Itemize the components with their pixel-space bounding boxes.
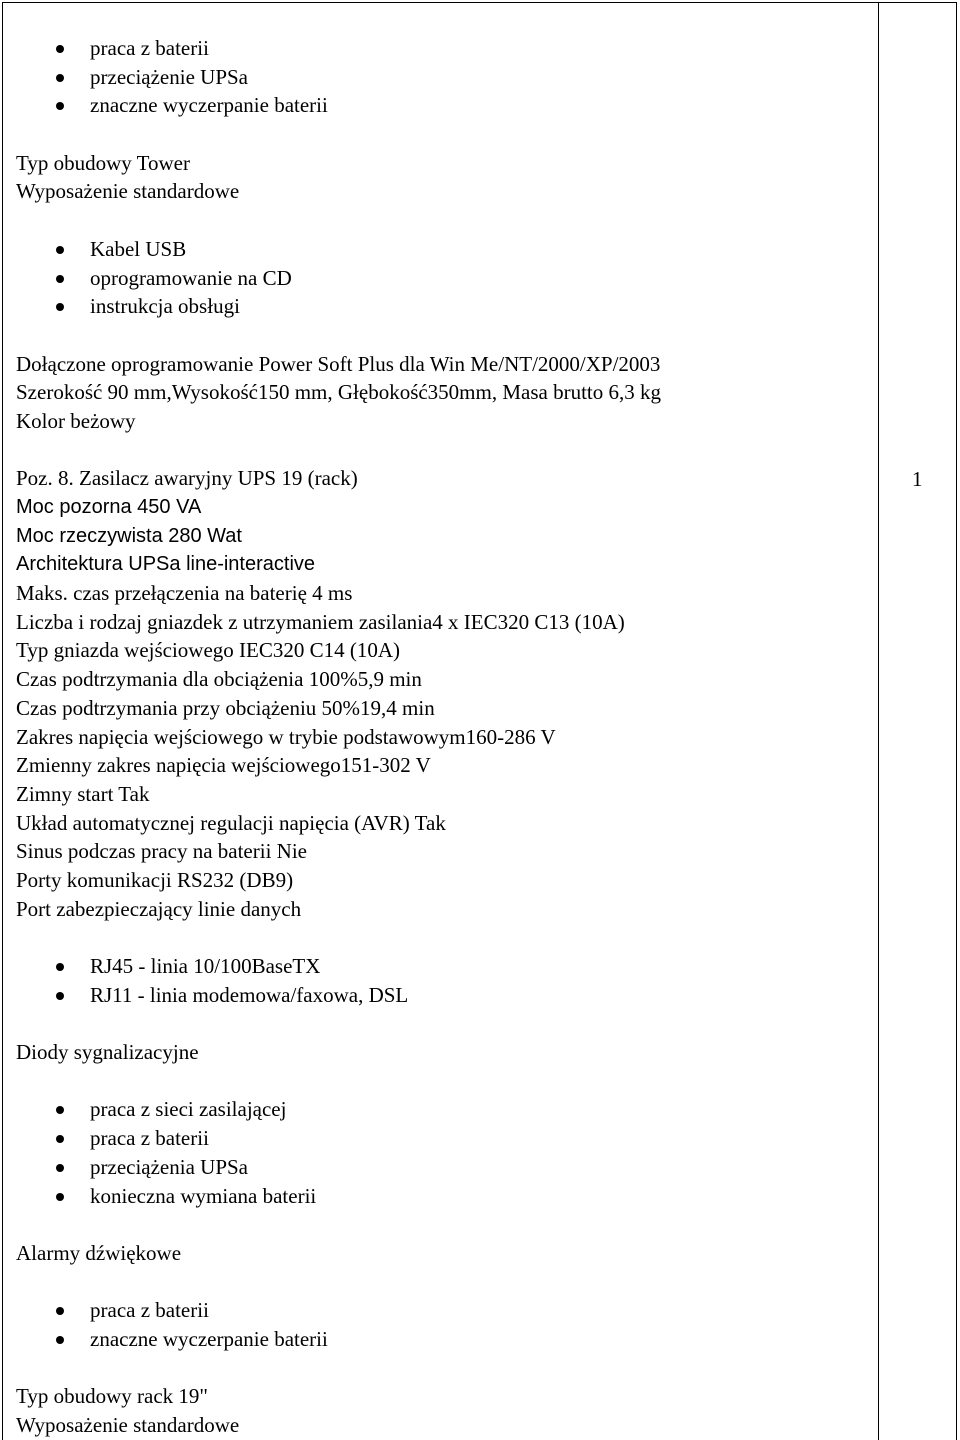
bullet-list-item: praca z baterii bbox=[16, 1296, 871, 1325]
bullet-list-item: znaczne wyczerpanie baterii bbox=[16, 1325, 871, 1354]
spec-line: Moc rzeczywista 280 Wat bbox=[16, 524, 242, 547]
spec-line: Kolor beżowy bbox=[16, 408, 136, 433]
table-border-right bbox=[956, 2, 957, 1440]
spec-line: Architektura UPSa line-interactive bbox=[16, 553, 316, 576]
bullet-list-item: znaczne wyczerpanie baterii bbox=[16, 91, 871, 120]
bullet-list-item: przeciążenie UPSa bbox=[16, 63, 871, 92]
bullet-list-item: instrukcja obsługi bbox=[16, 292, 871, 321]
spec-line: Moc pozorna 450 VA bbox=[16, 496, 202, 518]
quantity-value: 1 bbox=[912, 467, 923, 491]
spec-line: Maks. czas przełączenia na baterię 4 ms bbox=[16, 581, 353, 606]
blank-line bbox=[16, 923, 871, 952]
blank-line bbox=[16, 206, 871, 235]
spec-line: Zmienny zakres napięcia wejściowego151-302 V bbox=[16, 753, 431, 778]
bullet-list-item: konieczna wymiana baterii bbox=[16, 1182, 871, 1211]
spec-line: Szerokość 90 mm,Wysokość150 mm, Głębokość350mm, Masa brutto 6,3 kg bbox=[16, 380, 662, 405]
spec-line: Port zabezpieczający linie danych bbox=[16, 896, 302, 921]
bullet-list-item: RJ45 - linia 10/100BaseTX bbox=[16, 952, 871, 981]
spec-line: Zimny start Tak bbox=[16, 781, 150, 806]
blank-line bbox=[16, 1009, 871, 1038]
bullet-list-item: oprogramowanie na CD bbox=[16, 264, 871, 293]
spec-line: Typ obudowy Tower bbox=[16, 150, 190, 175]
spec-line: Alarmy dźwiękowe bbox=[16, 1240, 182, 1265]
spec-line: Liczba i rodzaj gniazdek z utrzymaniem zasilania4 x IEC320 C13 (10A) bbox=[16, 609, 625, 634]
table-border-top bbox=[2, 2, 957, 3]
blank-line bbox=[16, 321, 871, 350]
spec-line: Typ obudowy rack 19" bbox=[16, 1384, 208, 1409]
bullet-list-item: przeciążenia UPSa bbox=[16, 1153, 871, 1182]
blank-line bbox=[16, 1354, 871, 1383]
specification-cell bbox=[16, 34, 871, 1440]
spec-line: Czas podtrzymania przy obciążeniu 50%19,4 min bbox=[16, 695, 435, 720]
bullet-list-item: praca z sieci zasilającej bbox=[16, 1095, 871, 1124]
spec-line: Diody sygnalizacyjne bbox=[16, 1040, 199, 1065]
bullet-list-item: praca z baterii bbox=[16, 1124, 871, 1153]
spec-line: Układ automatycznej regulacji napięcia (AVR) Tak bbox=[16, 810, 446, 835]
table-border-left bbox=[2, 2, 3, 1440]
bullet-list-item: Kabel USB bbox=[16, 235, 871, 264]
spec-line: Dołączone oprogramowanie Power Soft Plus dla Win Me/NT/2000/XP/2003 bbox=[16, 351, 661, 376]
blank-line bbox=[16, 436, 871, 465]
spec-line: Poz. 8. Zasilacz awaryjny UPS 19 (rack) bbox=[16, 466, 358, 491]
spec-line: Wyposażenie standardowe bbox=[16, 179, 240, 204]
blank-line bbox=[16, 1067, 871, 1096]
spec-line: Czas podtrzymania dla obciążenia 100%5,9 min bbox=[16, 667, 422, 692]
table-column-divider bbox=[878, 2, 879, 1440]
spec-line: Sinus podczas pracy na baterii Nie bbox=[16, 839, 307, 864]
blank-line bbox=[16, 1268, 871, 1297]
spec-line: Typ gniazda wejściowego IEC320 C14 (10A) bbox=[16, 638, 401, 663]
spec-line: Wyposażenie standardowe bbox=[16, 1413, 240, 1437]
blank-line bbox=[16, 1210, 871, 1239]
bullet-list-item: RJ11 - linia modemowa/faxowa, DSL bbox=[16, 981, 871, 1010]
spec-line: Zakres napięcia wejściowego w trybie podstawowym160-286 V bbox=[16, 724, 556, 749]
blank-line bbox=[16, 120, 871, 149]
bullet-list-item: praca z baterii bbox=[16, 34, 871, 63]
spec-line: Porty komunikacji RS232 (DB9) bbox=[16, 867, 294, 892]
